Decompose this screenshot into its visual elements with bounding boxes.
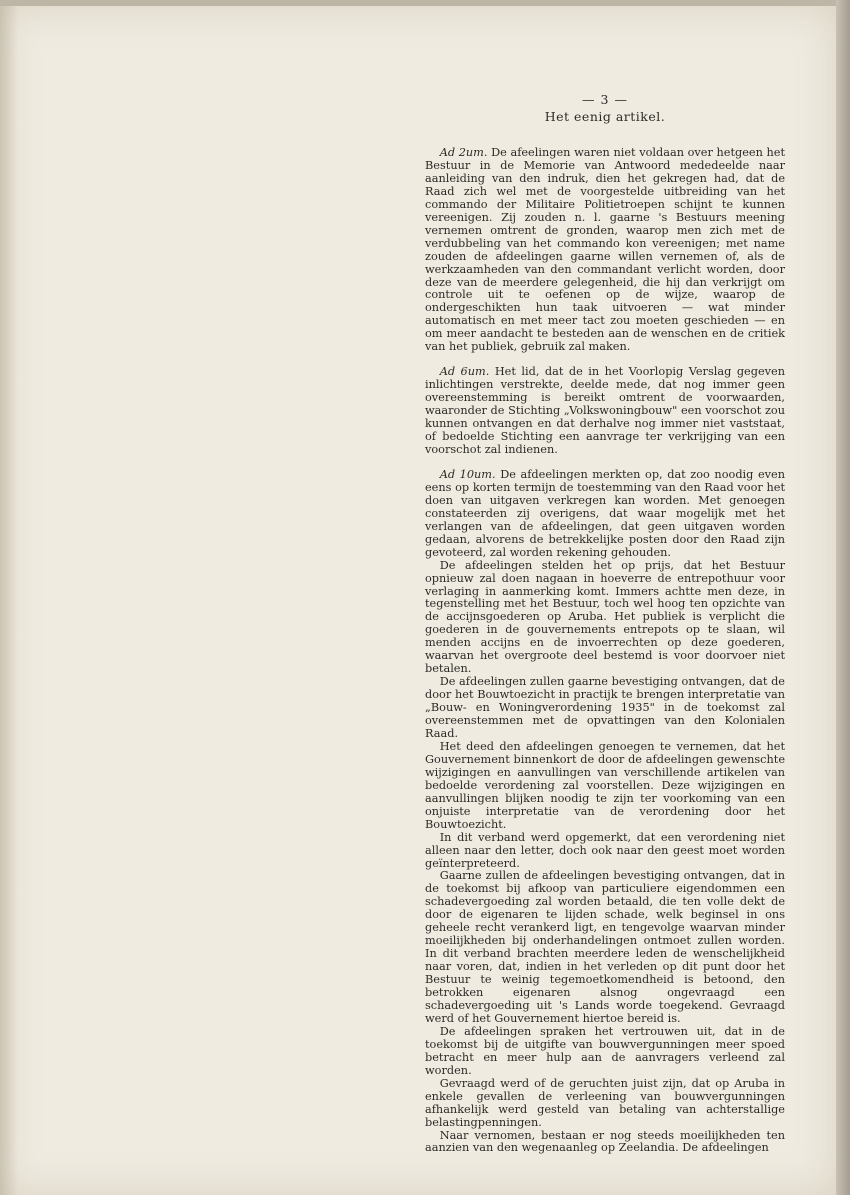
paragraph	[425, 366, 785, 457]
paragraph-text: In dit verband werd opgemerkt, dat een verordening niet alleen naar den letter, doch ook naar den geest moet worden geïnterpreteerd.	[425, 830, 785, 870]
paragraph-text: De afdeelingen spraken het vertrouwen uit, dat in de toekomst bij de uitgifte van bouwvergunningen meer spoed betracht en meer hulp aan de aanvragers verleend zal worden.	[425, 1024, 785, 1077]
paragraph-text: De afdeelingen zullen gaarne bevestiging ontvangen, dat de door het Bouwtoezicht in practijk te brengen interpretatie van „Bouw- en Woningverordening 1935" in de toekomst zal overeenstemmen met de opvattingen van den Kolonialen Raad.	[425, 675, 785, 740]
paragraph-lead: Ad 6um.	[439, 365, 490, 379]
page-fold-shadow	[0, 6, 18, 1195]
paragraph	[425, 676, 785, 741]
paragraph-text: Het deed den afdeelingen genoegen te vernemen, dat het Gouvernement binnenkort de door de afdeelingen gewenschte wijzigingen en aanvullingen van verschillende artikelen van bedoelde verordening zal voorstellen. Deze wijzigingen en aanvullingen blijken noodig te zijn ter voorkoming van een onjuiste interpretatie van de verordening door het Bouwtoezicht.	[425, 739, 785, 831]
paragraph	[425, 469, 785, 560]
paragraph-text: Naar vernomen, bestaan er nog steeds moeilijkheden ten aanzien van den wegenaanleg op Zeelandia. De afdeelingen	[425, 1128, 785, 1155]
paragraph-text: De afdeelingen merkten op, dat zoo noodig even eens op korten termijn de toestemming van den Raad voor het doen van uitgaven verkregen kan worden. Met genoegen constateerden zij overigens, dat waar mogelijk met het verlangen van de afdeelingen, dat geen uitgaven worden gedaan, alvorens de betrekkelijke posten door den Raad zijn gevoteerd, zal worden rekening gehouden.	[425, 467, 785, 559]
paragraph	[425, 832, 785, 871]
section-heading: Het eenig artikel.	[544, 109, 666, 124]
paragraph-text: Het lid, dat de in het Voorlopig Verslag gegeven inlichtingen verstrekte, deelde mede, dat nog immer geen overeenstemming is bereikt omtrent de voorwaarden, waaronder de Stichting „Volkswoningbouw" een voorschot zou kunnen ontvangen en dat derhalve nog immer niet vaststaat, of bedoelde Stichting een aanvrage ter verkrijging van een voorschot zal indienen.	[425, 365, 785, 456]
paragraph-text: Gevraagd werd of de geruchten juist zijn, dat op Aruba in enkele gevallen de verleening van bouwvergunningen afhankelijk werd gesteld van betaling van achterstallige belastingpenningen.	[425, 1076, 785, 1129]
paragraph-lead: Ad 2um.	[439, 146, 488, 159]
text-column	[425, 94, 785, 1155]
paragraph-text: De afdeelingen stelden het op prijs, dat het Bestuur opnieuw zal doen nagaan in hoeverre de entrepothuur voor verlaging in aanmerking komt. Immers achtte men deze, in tegenstelling met het Bestuur, toch wel hoog ten opzichte van de accijnsgoederen op Aruba. Het publiek is verplicht die goederen in de gouvernements entrepots op te slaan, wil menden accijns en de invoerrechten op deze goederen, waarvan het overgroote deel bestemd is voor doorvoer niet betalen.	[425, 558, 785, 676]
paragraph	[425, 147, 785, 354]
paragraph-text: De afeelingen waren niet voldaan over hetgeen het Bestuur in de Memorie van Antwoord mededeelde naar aanleiding van den indruk, dien het gekregen had, dat de Raad zich wel met de voorgestelde uitbreiding van het commando der Militaire Politietroepen schijnt te kunnen vereenigen. Zij zouden n. l. gaarne 's Bestuurs meening vernemen omtrent de gronden, waarop men zich met de verdubbeling van het commando kon vereenigen; met name zouden de afdeelingen gaarne willen vernemen of, als de werkzaamheden van den commandant verlicht worden, door deze van de meerdere gelegenheid, die hij dan verkrijgt om controle uit te oefenen op de wijze, waarop de ondergeschikten hun taak uitvoeren — wat minder automatisch en met meer tact zou moeten geschieden — en om meer aandacht te besteden aan de wenschen en de critiek van het publiek, gebruik zal maken.	[425, 146, 785, 354]
scan-right-edge	[836, 0, 850, 1195]
paragraph	[425, 1026, 785, 1078]
paragraph-text: Gaarne zullen de afdeelingen bevestiging ontvangen, dat in de toekomst bij afkoop van particuliere eigendommen een schadevergoeding zal worden betaald, die ten volle dekt de door de eigenaren te lijden schade, welk beginsel in ons geheele recht verankerd ligt, en tengevolge waarvan minder moeilijkheden bij onderhandelingen ontmoet zullen worden. In dit verband brachten meerdere leden de wenschelijkheid naar voren, dat, indien in het verleden op dit punt door het Bestuur te weinig tegemoetkomendheid is betoond, den betrokken eigenaren alsnog ongevraagd een schadevergoeding uit 's Lands worde toegekend. Gevraagd werd of het Gouvernement hiertoe bereid is.	[425, 869, 785, 1025]
paragraph	[425, 560, 785, 677]
paragraph	[425, 1078, 785, 1130]
paragraph	[425, 870, 785, 1025]
page-number: — 3 —	[582, 92, 628, 107]
document-page	[0, 6, 836, 1195]
paragraph	[425, 1130, 785, 1156]
paragraph	[425, 741, 785, 832]
paragraph-list	[425, 147, 785, 1155]
paragraph-lead: Ad 10um.	[439, 467, 496, 481]
